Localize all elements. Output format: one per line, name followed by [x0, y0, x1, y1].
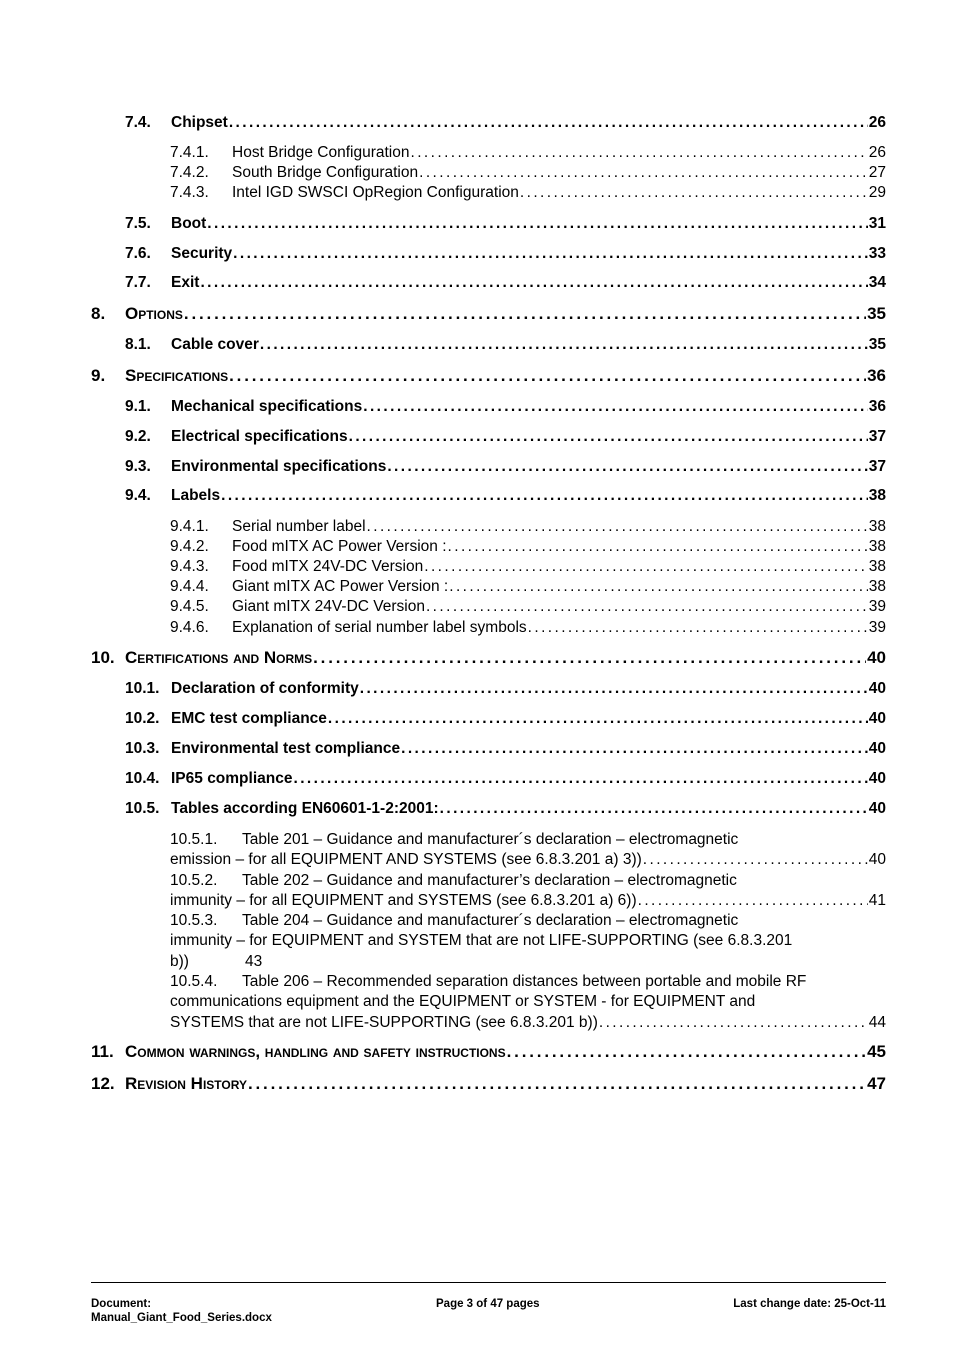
toc-number: 9.4.4.	[170, 578, 209, 595]
toc-page-number: 31	[868, 215, 886, 232]
toc-number: 9.1.	[125, 398, 151, 415]
toc-entry-10-3[interactable]	[125, 740, 886, 758]
toc-entry-7-4-3[interactable]	[170, 184, 886, 202]
toc-title: Host Bridge Configuration	[232, 144, 410, 161]
toc-number: 7.6.	[125, 245, 151, 262]
dot-leader	[426, 598, 868, 616]
toc-entry-9-1[interactable]	[125, 398, 886, 416]
toc-number: 10.	[91, 648, 115, 667]
toc-number: 11.	[91, 1042, 114, 1061]
toc-number: 10.4.	[125, 770, 160, 787]
toc-number: 7.4.	[125, 114, 151, 131]
toc-page-number: 40	[868, 851, 886, 869]
toc-title: Cable cover	[171, 336, 259, 353]
toc-title-continued: SYSTEMS that are not LIFE-SUPPORTING (see 6.8.3.201 b))	[170, 1013, 598, 1031]
toc-entry-9-4-4[interactable]	[170, 578, 886, 596]
toc-number: 10.5.3.	[170, 912, 218, 929]
toc-entry-9-4[interactable]	[125, 487, 886, 505]
dot-leader	[328, 710, 868, 728]
toc-entry-9-4-1[interactable]	[170, 518, 886, 536]
toc-number: 10.2.	[125, 710, 160, 727]
toc-entry-10-1[interactable]	[125, 680, 886, 698]
toc-number: 9.4.	[125, 487, 151, 504]
toc-title: Options	[125, 304, 183, 323]
dot-leader	[411, 144, 868, 162]
dot-leader	[424, 558, 868, 576]
dot-leader	[507, 1042, 866, 1062]
dot-leader	[233, 245, 868, 263]
toc-number: 8.	[91, 304, 106, 323]
toc-page-number: 37	[868, 458, 886, 475]
toc-page-number: 47	[867, 1074, 886, 1093]
toc-title: Electrical specifications	[171, 428, 348, 445]
dot-leader	[449, 578, 868, 596]
toc-page-number: 40	[868, 680, 886, 697]
toc-entry-10-5[interactable]	[125, 800, 886, 818]
toc-number: 9.4.3.	[170, 558, 209, 575]
dot-leader	[643, 850, 868, 870]
dot-leader	[419, 164, 868, 182]
dot-leader	[363, 398, 868, 416]
toc-number: 9.3.	[125, 458, 151, 475]
footer-document-name: Manual_Giant_Food_Series.docx	[91, 1312, 272, 1324]
toc-page-number: 40	[868, 740, 886, 757]
toc-page-number: 45	[867, 1042, 886, 1061]
toc-title: Exit	[171, 274, 200, 291]
footer-last-change: Last change date: 25-Oct-11	[733, 1298, 886, 1310]
toc-number: 7.4.1.	[170, 144, 209, 161]
toc-page-number: 38	[868, 538, 886, 555]
toc-entry-9-4-5[interactable]	[170, 598, 886, 616]
toc-title: Common warnings, handling and safety instructions	[125, 1042, 506, 1061]
toc-entry-7-4-1[interactable]	[170, 144, 886, 162]
dot-leader	[260, 336, 868, 354]
toc-title: Giant mITX 24V-DC Version	[232, 598, 425, 615]
toc-entry-8-1[interactable]	[125, 336, 886, 354]
toc-page-number: 35	[867, 304, 886, 323]
toc-entry-10-5-4[interactable]	[170, 972, 886, 1033]
dot-leader	[229, 366, 866, 386]
toc-title: Certifications and Norms	[125, 648, 313, 667]
dot-leader	[248, 1074, 866, 1094]
toc-entry-11[interactable]	[91, 1042, 886, 1062]
dot-leader	[440, 800, 868, 818]
toc-title: Revision History	[125, 1074, 247, 1093]
toc-number: 9.4.1.	[170, 518, 209, 535]
dot-leader	[293, 770, 867, 788]
toc-page-number: 29	[868, 184, 886, 201]
toc-page-number: 44	[868, 1013, 886, 1031]
footer-divider	[91, 1282, 886, 1283]
toc-title-continued: immunity – for EQUIPMENT and SYSTEM that are not LIFE-SUPPORTING (see 6.8.3.201	[170, 932, 793, 950]
toc-title: Table 201 – Guidance and manufacturer´s declaration – electromagnetic	[242, 831, 739, 848]
toc-title: Giant mITX AC Power Version :	[232, 578, 449, 595]
dot-leader	[313, 648, 866, 668]
toc-title: Security	[171, 245, 233, 262]
toc-page-number: 27	[868, 164, 886, 181]
footer-document-label: Document:	[91, 1298, 152, 1310]
toc-page-number: 26	[868, 144, 886, 161]
toc-page-number: 40	[868, 770, 886, 787]
toc-number: 9.	[91, 366, 106, 385]
toc-number: 7.5.	[125, 215, 151, 232]
toc-entry-7-4[interactable]	[125, 114, 886, 132]
toc-entry-10-5-3[interactable]	[170, 911, 886, 972]
toc-page-number: 43	[244, 952, 263, 970]
toc-entry-10-4[interactable]	[125, 770, 886, 788]
toc-page-number: 39	[868, 598, 886, 615]
toc-title-continued: emission – for all EQUIPMENT AND SYSTEMS (see 6.8.3.201 a) 3))	[170, 851, 642, 869]
toc-entry-8[interactable]	[91, 304, 886, 324]
toc-entry-7-7[interactable]	[125, 274, 886, 292]
toc-title: South Bridge Configuration	[232, 164, 419, 181]
dot-leader	[229, 114, 868, 132]
dot-leader	[360, 680, 868, 698]
toc-entry-9-4-6[interactable]	[170, 619, 886, 637]
dot-leader	[349, 428, 868, 446]
dot-leader	[207, 215, 867, 233]
toc-page-number: 40	[868, 710, 886, 727]
toc-page-number: 26	[868, 114, 886, 131]
toc-title-continued: communications equipment and the EQUIPMENT or SYSTEM - for EQUIPMENT and	[170, 993, 756, 1011]
toc-entry-7-4-2[interactable]	[170, 164, 886, 182]
toc-page-number: 38	[868, 518, 886, 535]
toc-page-number: 34	[868, 274, 886, 291]
dot-leader	[638, 891, 868, 911]
toc-number: 7.4.3.	[170, 184, 209, 201]
toc-number: 7.4.2.	[170, 164, 209, 181]
dot-leader	[528, 619, 868, 637]
toc-entry-9-3[interactable]	[125, 458, 886, 476]
toc-number: 10.5.4.	[170, 973, 218, 990]
toc-page-number: 39	[868, 619, 886, 636]
dot-leader	[520, 184, 868, 202]
toc-title: Food mITX 24V-DC Version	[232, 558, 424, 575]
toc-title: Boot	[171, 215, 207, 232]
toc-title: Mechanical specifications	[171, 398, 363, 415]
toc-number: 9.2.	[125, 428, 151, 445]
toc-page-number: 35	[868, 336, 886, 353]
toc-page-number: 33	[868, 245, 886, 262]
toc-page-number: 40	[868, 800, 886, 817]
toc-number: 10.5.2.	[170, 872, 218, 889]
toc-title: Table 202 – Guidance and manufacturer’s declaration – electromagnetic	[242, 872, 737, 889]
toc-page-number: 36	[867, 366, 886, 385]
toc-entry-10[interactable]	[91, 648, 886, 668]
toc-title: Environmental specifications	[171, 458, 387, 475]
dot-leader	[448, 538, 868, 556]
toc-title: Specifications	[125, 366, 229, 385]
dot-leader	[367, 518, 868, 536]
toc-title: Food mITX AC Power Version :	[232, 538, 447, 555]
toc-title: EMC test compliance	[171, 710, 327, 727]
toc-number: 10.5.1.	[170, 831, 218, 848]
toc-number: 10.1.	[125, 680, 160, 697]
toc-entry-10-2[interactable]	[125, 710, 886, 728]
dot-leader	[401, 740, 868, 758]
toc-entry-9-4-2[interactable]	[170, 538, 886, 556]
toc-number: 9.4.5.	[170, 598, 209, 615]
toc-title: Labels	[171, 487, 221, 504]
toc-title: Explanation of serial number label symbols	[232, 619, 527, 636]
toc-page-number: 36	[868, 398, 886, 415]
toc-entry-9-4-3[interactable]	[170, 558, 886, 576]
toc-entry-9-2[interactable]	[125, 428, 886, 446]
toc-title: Environmental test compliance	[171, 740, 401, 757]
toc-title: Chipset	[171, 114, 228, 131]
toc-number: 8.1.	[125, 336, 151, 353]
toc-number: 7.7.	[125, 274, 151, 291]
toc-number: 10.5.	[125, 800, 160, 817]
toc-title: Declaration of conformity	[171, 680, 359, 697]
dot-leader	[221, 487, 868, 505]
toc-number: 9.4.2.	[170, 538, 209, 555]
dot-leader	[184, 304, 866, 324]
footer-document	[91, 1297, 272, 1325]
toc-entry-10-5-1[interactable]	[170, 830, 886, 871]
toc-title-continued: b))	[170, 952, 189, 970]
toc-entry-12[interactable]	[91, 1074, 886, 1094]
toc-number: 12.	[91, 1074, 115, 1093]
toc-number: 10.3.	[125, 740, 160, 757]
dot-leader	[200, 274, 867, 292]
toc-number: 9.4.6.	[170, 619, 209, 636]
toc-title: Tables according EN60601-1-2:2001:	[171, 800, 439, 817]
toc-title: Serial number label	[232, 518, 366, 535]
toc-entry-9[interactable]	[91, 366, 886, 386]
toc-title: Table 204 – Guidance and manufacturer´s declaration – electromagnetic	[242, 912, 739, 929]
footer-page-info: Page 3 of 47 pages	[436, 1298, 540, 1310]
toc-title: Intel IGD SWSCI OpRegion Configuration	[232, 184, 519, 201]
dot-leader	[387, 458, 867, 476]
toc-page-number: 38	[868, 487, 886, 504]
toc-page-number: 40	[867, 648, 886, 667]
toc-title: IP65 compliance	[171, 770, 293, 787]
toc-entry-7-6[interactable]	[125, 245, 886, 263]
toc-title: Table 206 – Recommended separation distances between portable and mobile RF	[242, 973, 807, 990]
dot-leader	[599, 1013, 868, 1033]
toc-entry-7-5[interactable]	[125, 215, 886, 233]
toc-entry-10-5-2[interactable]	[170, 871, 886, 912]
toc-title-continued: immunity – for all EQUIPMENT and SYSTEMS (see 6.8.3.201 a) 6))	[170, 892, 637, 910]
toc-page-number: 37	[868, 428, 886, 445]
toc-page-number: 41	[868, 892, 886, 910]
toc-page-number: 38	[868, 578, 886, 595]
toc-page-number: 38	[868, 558, 886, 575]
